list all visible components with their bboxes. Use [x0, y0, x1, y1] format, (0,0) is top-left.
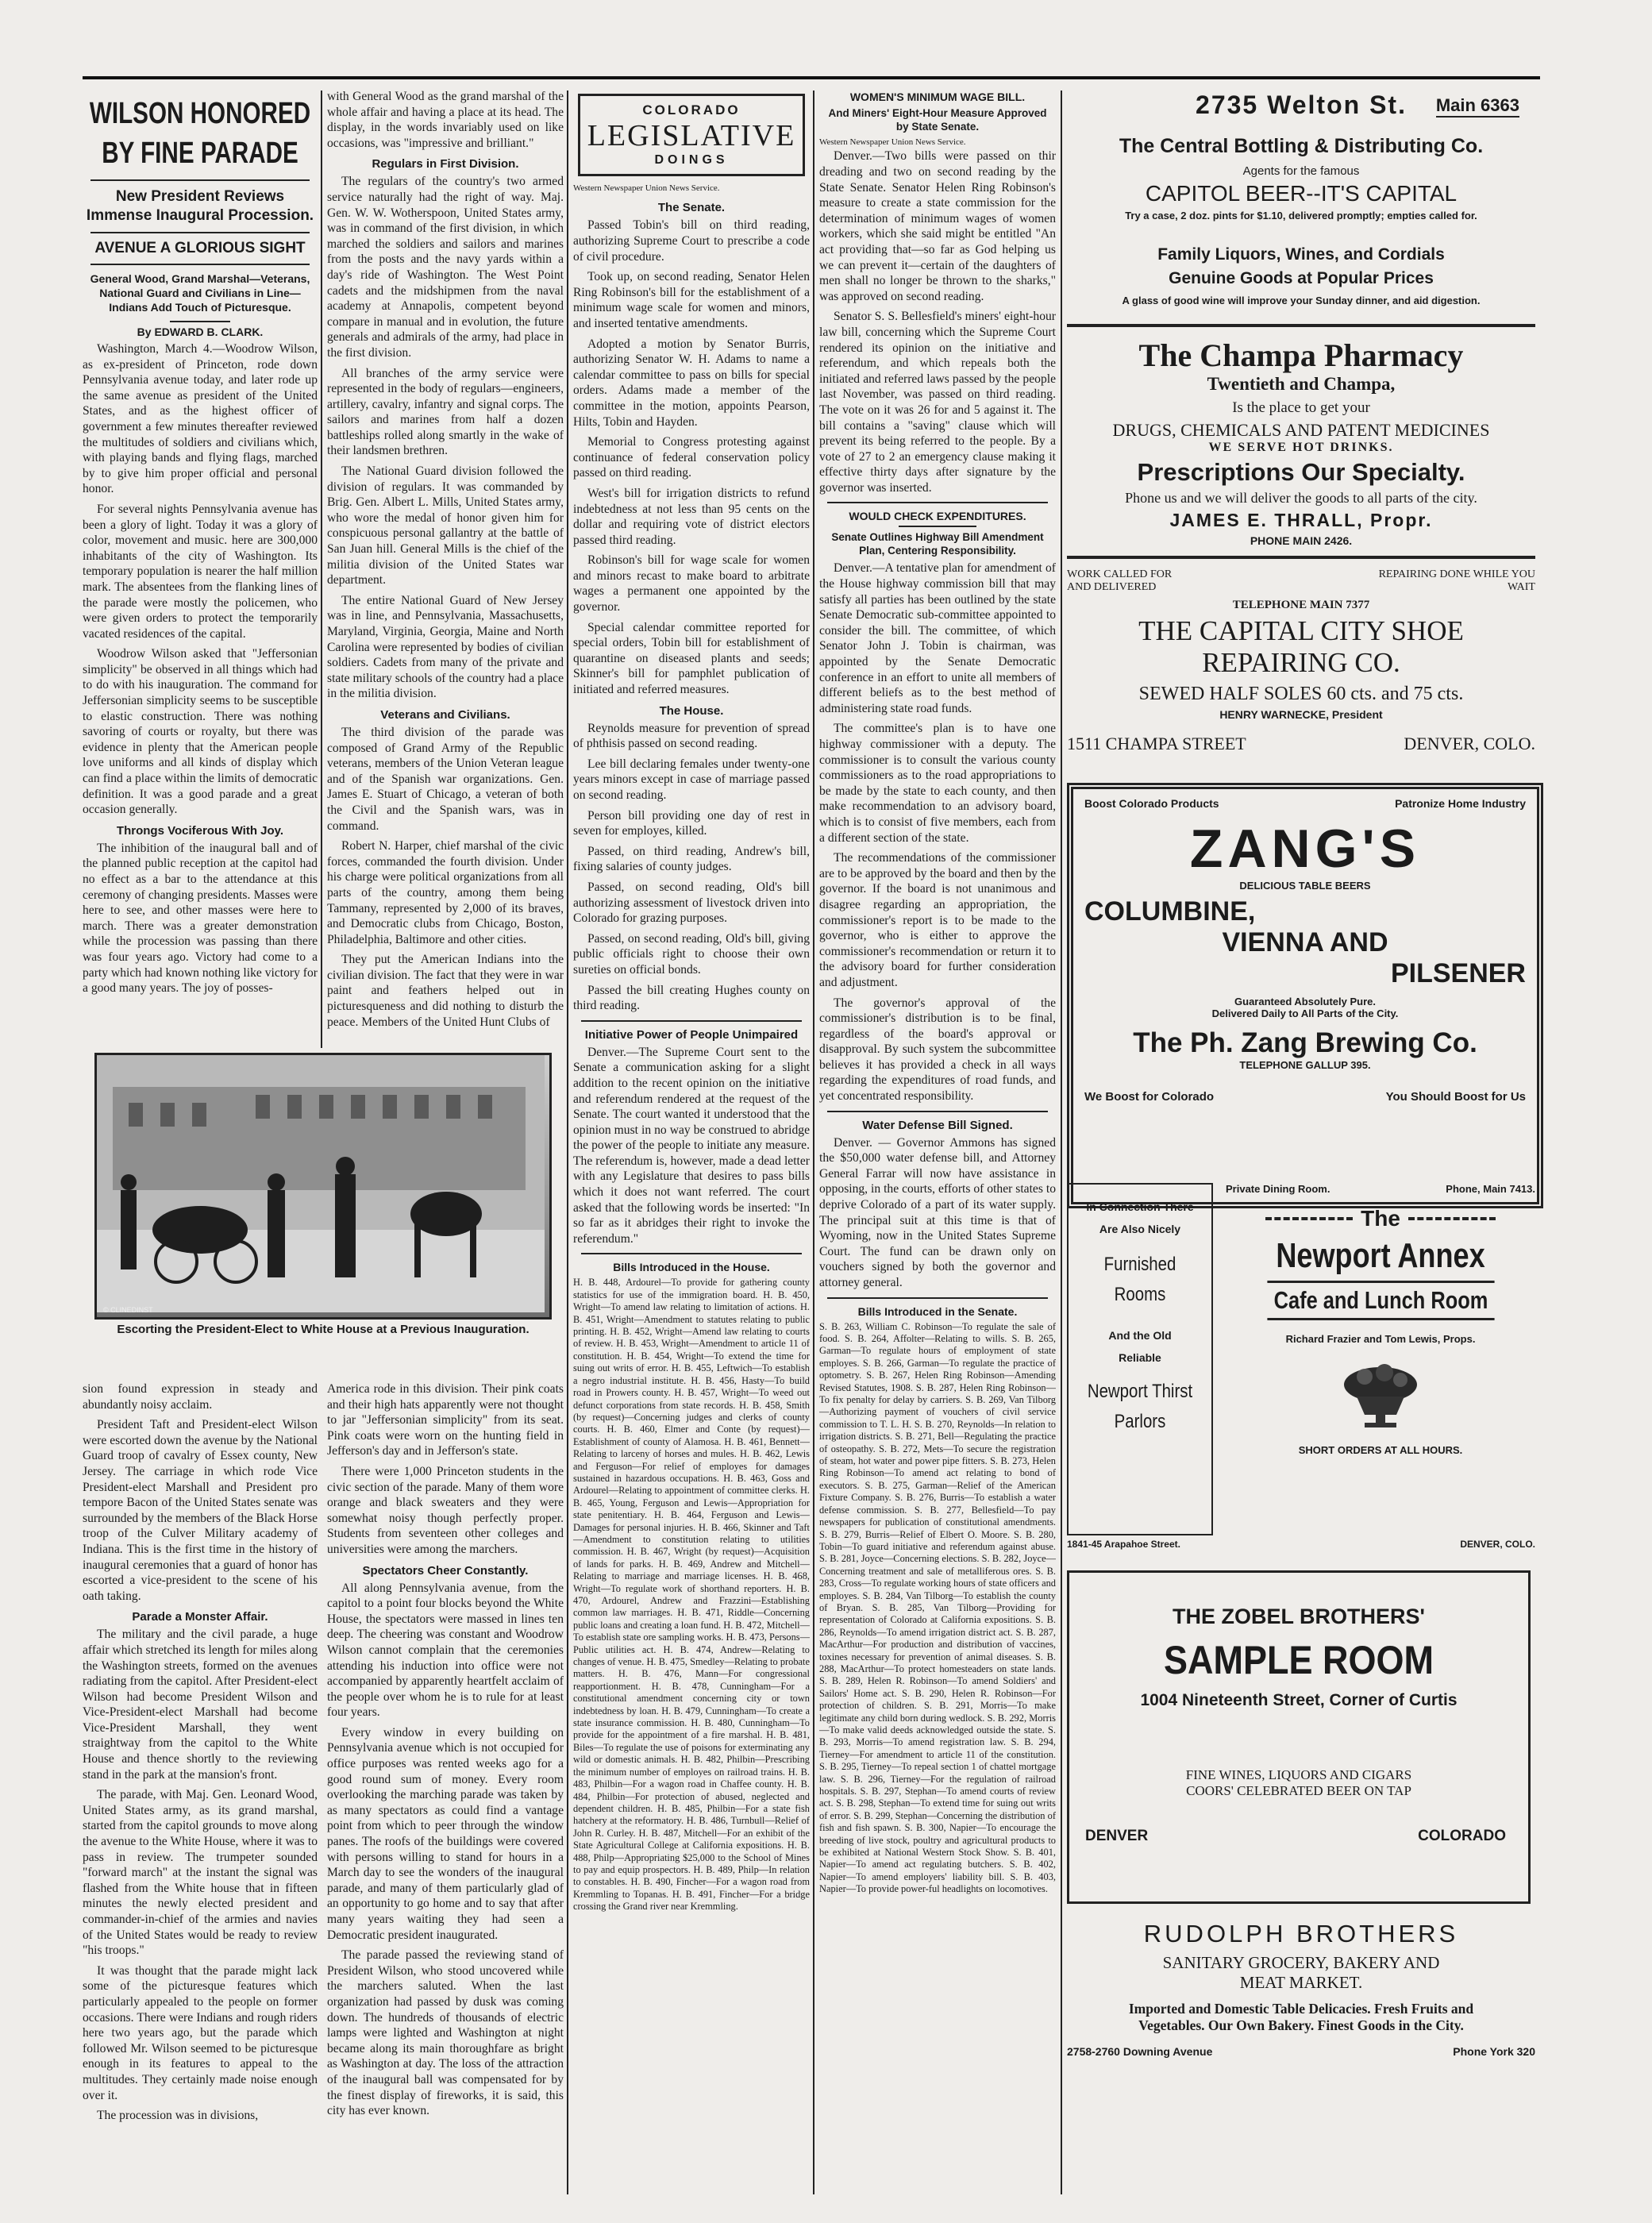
paragraph: The third division of the parade was composed of Grand Army of the Republic veterans, members of the Union Veteran league and of the Spanish war organizations. Gen. James E. Stuart of Chicago, a veteran of both the Civil and the Spanish wars, was in command.	[327, 725, 564, 833]
column-rule	[567, 91, 568, 2194]
ad-title: THE CAPITAL CITY SHOE	[1138, 615, 1464, 646]
paragraph: Lee bill declaring females under twenty-one years minors except in case of marriage passed on second reading.	[573, 757, 810, 802]
ad-boost: Boost Colorado Products	[1084, 797, 1219, 810]
paragraph: Every window in every building on Pennsylvania avenue which is not occupied for office purposes was rented weeks ago for a good round sum of money. Every room overlooking the marching parade was taken by as many spectators as could find a vantage point from which to peer through the window panes. The roofs of the buildings were covered with persons willing to stand for hours in a March day to see the wonders of the inaugural parade, and many of them particularly glad of an opportunity to go home and to say that after many years waiting they had seen a Democratic president inaugurated.	[327, 1725, 564, 1942]
ad-sub: SANITARY GROCERY, BAKERY AND	[1162, 1953, 1440, 1972]
ad-title: The Champa Pharmacy	[1138, 337, 1464, 373]
ad-the: The	[1361, 1206, 1400, 1231]
column-1	[83, 89, 318, 1054]
paragraph: Special calendar committee reported for special orders, Tobin bill for establishment of quarantine on diseased plants and seeds; Skinner's bill for pamphlet publication of initiated and referred measures.	[573, 620, 810, 697]
ad-address: 2758-2760 Downing Avenue	[1067, 2045, 1213, 2058]
ad-president: HENRY WARNECKE, President	[1219, 708, 1383, 721]
ad-private: Private Dining Room.	[1226, 1183, 1330, 1195]
ad-line: THE ZOBEL BROTHERS'	[1173, 1605, 1425, 1628]
column-rule	[1061, 91, 1062, 2194]
newspaper-page	[83, 76, 1540, 2191]
ad-zobel-brothers	[1067, 1570, 1531, 1904]
paragraph: Reynolds measure for prevention of spread of phthisis passed on second reading.	[573, 721, 810, 751]
ad-beer: VIENNA AND	[1222, 927, 1388, 957]
subhead: Parade a Monster Affair.	[132, 1610, 268, 1624]
ad-foot: We Boost for Colorado	[1084, 1090, 1215, 1104]
paragraph: Memorial to Congress protesting against continuance of federal conservation policy passed on third reading.	[573, 435, 810, 480]
ad-props: Richard Frazier and Tom Lewis, Props.	[1285, 1333, 1476, 1345]
ad-location: Twentieth and Champa,	[1207, 374, 1396, 394]
column-rule	[813, 91, 814, 2194]
paragraph: Passed, on third reading, Andrew's bill, fixing salaries of county judges.	[573, 844, 810, 874]
title-bottom: DOINGS	[654, 153, 729, 167]
ad-product: CAPITOL BEER--IT'S CAPITAL	[1145, 181, 1458, 206]
deck: And Miners' Eight-Hour Measure Approved by State Senate.	[828, 107, 1047, 133]
subhead: Water Defense Bill Signed.	[862, 1118, 1013, 1132]
column-2	[327, 89, 564, 1054]
service-line: Western Newspaper Union News Service.	[819, 137, 966, 147]
ad-title: REPAIRING CO.	[1202, 647, 1400, 678]
headline: WILSON HONORED BY FINE PARADE	[89, 97, 311, 170]
bills-list: S. B. 263, William C. Robinson—To regulate the sale of food. S. B. 264, Affolter—Relating to wills. S. B. 265, Garman—To regulate hours of employment of state employes. S. B. 266, Garman—To regulate the practice of optometry. S. B. 267, Helen Ring Robinson—Amending Revised Statutes, 1908. S. B. 287, Helen Ring Robinson—To fix penalty for delay by carriers. S. B. 269, Van Tilborg—Authorizing payment of vouchers of civil service commission to T. L. H. S. B. 270, Reynolds—In relation to irrigation districts. S. B. 271, Bell—Regulating the practice of osteopathy. S. B. 272, Mets—To secure the registration of steam, hot water and power pipe fitters. S. B. 273, Helen Ring Robinson—To amend act relating to bond of executors. S. B. 275, Garman—Relief of the American Fixture Company. S. B. 276, Burris—To establish a water defense commission. S. B. 277, Bellesfield—To pay newspapers for publication of constitutional amendments. S. B. 279, Burris—Relief of Elbert O. Moore. S. B. 280, Tobin—To guard initiative and referendum against abuse. S. B. 281, Joyce—Concerning elections. S. B. 282, Joyce—Concerning treatment and sale of metalliferous ores. S. B. 283, Cross—To regulate working hours of state officers and employes. S. B. 284, Van Tilborg—To establish the county of Bryan. S. B. 285, Van Tilborg—Providing for representation of Colorado at California expositions. S. B. 286, Reynolds—To amend irrigation district act. S. B. 287, MacArthur—For production and distribution of vaccines, toxines necessary for prevention of animal diseases. S. B. 288, MacArthur—To protect homesteaders on state lands. S. B. 289, Helen R. Robinson—To amend Soldiers' and Sailors' Home act. S. B. 290, Helen R. Robinson—For protection of children. S. B. 291, Morris—To make legitimate any child born during wedlock. S. B. 292, Morris—To make valid deeds acknowledged outside the state. S. B. 293, Morris—To amend registration law. S. B. 294, Tierney—For amendment to article 11 of the constitution. S. B. 295, Tierney—To repeal section 1 of chattel mortgage law. S. B. 296, Tierney—For the regulation of railroad hospitals. S. B. 297, Stephan—To amend courts of review act. S. B. 298, Stephan—To extend time for suing out writs of error. S. B. 299, Stephan—Concerning the distribution of fish and fish spawn. S. B. 300, Napier—To encourage the breeding of live stock, poultry and agricultural products to be exhibited at National Western Stock Show. S. B. 401, Napier—To amend act regulating butchers. S. B. 402, Napier—To amend employers' liability bill. S. B. 403, Napier—To provide power-ful headlights on locomotives.	[819, 1320, 1056, 1895]
paragraph: The National Guard division followed the division of regulars. It was commanded by Brig. Gen. Albert L. Mills, United States army, who wore the medal of honor given him for conspicuous personal gallantry at the battle of San Juan hill. General Mills is the chief of the militia division of the United States war department.	[327, 464, 564, 588]
column-3	[573, 89, 810, 2193]
ad-line: Family Liquors, Wines, and Cordials	[1157, 245, 1445, 264]
ad-offer: Try a case, 2 doz. pints for $1.10, delivered promptly; empties called for.	[1125, 210, 1477, 222]
ad-phone-line: Phone us and we will deliver the goods to all parts of the city.	[1125, 490, 1477, 506]
ad-delivered: Delivered Daily to All Parts of the City.	[1211, 1007, 1399, 1019]
paragraph: The inhibition of the inaugural ball and of the planned public reception at the capitol had no effect as a bar to the attendance at this ceremony of changing presidents. Masses were here to see, and other masses were here to march. There was a greater demonstration while the procession was passing than there was four years ago. Victory had come to a party which had known nothing like victory for a good many years. The joy of posses-	[83, 841, 318, 996]
paragraph: The regulars of the country's two armed service naturally had the right of way. Maj. Gen. W. W. Wotherspoon, United States army, was in command of the first division, in which marched the soldiers and sailors and marines from the posts and the navy yards within a day's ride of Washington. The West Point cadets and the midshipmen from the naval academy at Annapolis, competent beyond compare in manual and in evolution, the future generals and admirals of the army, had place in the first division.	[327, 175, 564, 360]
subhead: The House.	[659, 703, 724, 718]
subhead: Bills Introduced in the Senate.	[857, 1304, 1018, 1318]
bills-list: H. B. 448, Ardourel—To provide for gathering county statistics for use of the immigration board. H. B. 450, Wright—To amend law relating to limitation of actions. H. B. 451, Wright—Amendment to statutes relating to public printing. H. B. 452, Wright—Amend law relating to courts of review. H. B. 453, Wright—Amendment to article 11 of constitution. H. B. 454, Wright—To extend the time for suing out writs of error. H. B. 455, Leftwich—To establish a negro industrial institute. H. B. 456, Hasty—To build road in Prowers county. H. B. 457, Wright—To weed out defunct corporations from state records. H. B. 458, Smith (by request)—Concerning judges and clerks of county courts. H. B. 460, Elmer and Conte (by request)—Establishment of county of Alamosa. H. B. 461, Bennett—Relating to larceny of horses and mules. H. B. 462, Lewis and Ferguson—For relief of employes for damages sustained in hazardous occupations. H. B. 463, Goss and Ardourel—Relating to appointment of committee clerks. H. B. 465, Young, Ferguson and Lewis—Appropriation for state penitentiary. H. B. 464, Ferguson and Lewis—Damages for personal injuries. H. B. 466, Skinner and Taft—Amendment to constitution relating to utilities commission. H. B. 467, Wright (by request)—Acquisition of lands for parks. H. B. 469, Andrew and Mitchell—Relating to marriage and marriage licenses. H. B. 468, Wright—To regulate work of shorthand reporters. H. B. 470, Ardourel, Andrew and Frazzini—Establishing common law marriages. H. B. 471, Riddle—Concerning public loans and creating a loan fund. H. B. 472, Mitchell—To establish state ore sampling works. H. B. 473, Persons—Public utilities act. H. B. 474, Andrew—Relating to changes of venue. H. B. 475, Smedley—Relating to probate matters. H. B. 476, Mann—For congressional reapportionment. H. B. 478, Cunningham—For a constitutional amendment concerning city or town indebtedness by loan. H. B. 479, Cunningham—To create a state insurance commission. H. B. 480, Cunningham—To provide for the appointment of a fire marshal. H. B. 481, Biles—To regulate the use of poisons for exterminating any wild or domestic animals. H. B. 482, Philbin—Prescribing the minimum number of employes on railroad trains. H. B. 483, Philbin—For a wagon road in Chaffee county. H. B. 484, Philbin—For protection of abused, neglected and dependent children. H. B. 485, Philbin—For a state fish hatchery at the reformatory. H. B. 486, Turnbull—Relief of John R. Curley. H. B. 487, Mitchell—For an exhibit of the State Agricultural College at California expositions. H. B. 488, Philp—Appropriating $25,000 to the School of Mines to pay and equip prospectors. H. B. 489, Philp—In relation to constables. H. B. 490, Fincher—For a wagon road from Kremmling to Topanas. H. B. 491, Fincher—For a bridge crossing the Grand river near Kremmling.	[573, 1277, 810, 1913]
byline: By EDWARD B. CLARK.	[137, 326, 264, 338]
paragraph: Robinson's bill for wage scale for women and minors recast to make board to arbitrate wages a permanent one appointed by the governor.	[573, 553, 810, 615]
service-line: Western Newspaper Union News Service.	[573, 183, 720, 193]
deck-3: General Wood, Grand Marshal—Veterans, National Guard and Civilians in Line—Indians Add Touch of Picturesque.	[90, 272, 310, 314]
paragraph: Passed the bill creating Hughes county on third reading.	[573, 983, 810, 1013]
paragraph: West's bill for irrigation districts to refund indebtedness at not less than 95 cents on the dollar and requiring vote of district electors passed third reading.	[573, 486, 810, 547]
deck: Senate Outlines Highway Bill Amendment Plan, Centering Responsibility.	[831, 531, 1044, 557]
paragraph: Passed, on second reading, Old's bill authorizing assessment of livestock driven into Colorado for grazing purposes.	[573, 880, 810, 926]
paragraph: Person bill providing one day of rest in seven for employes, killed.	[573, 808, 810, 838]
paragraph: The committee's plan is to have one highway commissioner with a deputy. The commissioner is to consult the various county commissioners as to the road appropriations to be made by the state to each county, and then make recommendation to an advisory board, which is to consist of five members, each from a different section of the state.	[819, 722, 1056, 845]
ad-street: 1511 CHAMPA STREET	[1067, 734, 1246, 753]
deck-2: AVENUE A GLORIOUS SIGHT	[94, 240, 306, 256]
paragraph: The parade, with Maj. Gen. Leonard Wood, United States army, as its grand marshal, started from the capitol grounds to move along the avenue to the White House, where it was to pass in review. The trumpeter sounded "forward march" at the instant the signal was flashed from the White house that in fifteen minutes the newly elected president and commander-in-chief of the armies and navies of the United States would be ready to review "his troops."	[83, 1788, 318, 1958]
paragraph: sion found expression in steady and abundantly noisy acclaim.	[83, 1382, 318, 1412]
ad-phone: PHONE MAIN 2426.	[1250, 534, 1353, 547]
parade-photo	[94, 1053, 552, 1320]
paragraph: President Taft and President-elect Wilson were escorted down the avenue by the National Guard troop of cavalry of Essex county, New Jersey. The carriage in which rode Vice President-elect Marshall and President pro tempore Bacon of the United States senate was surrounded by the members of the Black Horse troop of the Culver Military academy of Indiana. This is the first time in the history of inaugural ceremonies that a guard of honor has escorted a vice-president to the scene of his oath taking.	[83, 1418, 318, 1603]
paragraph: The recommendations of the commissioner are to be approved by the board and then by the governor. If the board is not unanimous and disagree regarding an appropriation, the commissioner's report is to be made to the governor, who is either to approve the commissioner's recommendation or return it to the advisory board for further consideration and adjustment.	[819, 851, 1056, 989]
subhead: Initiative Power of People Unimpaired	[584, 1027, 799, 1042]
paragraph: America rode in this division. Their pink coats and their high hats apparently were not thought to jar "Jeffersonian simplicity" from its seat. Pink coats were worn on the hunting field in Jefferson's day and in Jefferson's state.	[327, 1382, 564, 1458]
ad-brand: ZANG'S	[1189, 819, 1421, 879]
ad-cafe: Cafe and Lunch Room	[1267, 1281, 1494, 1320]
ad-newport-annex	[1067, 1183, 1535, 1556]
subhead: WOMEN'S MINIMUM WAGE BILL.	[849, 91, 1026, 103]
ad-right-note: REPAIRING DONE WHILE YOU WAIT	[1378, 568, 1535, 593]
paragraph: Woodrow Wilson asked that "Jeffersonian simplicity" be observed in all things which had to do with his inauguration. The command for Jeffersonian simplicity seems to be susceptible to elastic construction. There was nothing savoring of courts or royalty, but there was evidence in plenty that the American people love uniforms and all kinds of display which can find a place within the limits of democratic definition. It was a good parade and a great occasion generally.	[83, 647, 318, 817]
paragraph: The governor's approval of the commissioner's distribution is to be final, regardless of the board's approval or disapproval. By such system the subcommittee believes it has provided a check in all ways regarding the expenditures of road funds, and yet concentrated responsibility.	[819, 996, 1056, 1104]
paragraph: Washington, March 4.—Woodrow Wilson, as ex-president of Princeton, rode down Pennsylvania avenue today, and later rode up the same avenue as president of the United States, and as the highest officer of government a few minutes thereafter reviewed the multitudes of soldiers and civilians which, with playing bands and flying flags, marched by to give him proper official and personal honor.	[83, 342, 318, 496]
ad-line: 1004 Nineteenth Street, Corner of Curtis	[1140, 1691, 1458, 1709]
ad-box-text: Newport Thirst Parlors	[1087, 1381, 1193, 1432]
ad-phone: Phone York 320	[1453, 2045, 1535, 2058]
subhead: Bills Introduced in the House.	[613, 1261, 770, 1274]
paragraph: Senator S. S. Bellesfield's miners' eight-hour law bill, concerning which the Supreme Court rendered its opinion on the initiative and referendum, and which repeals both the initiated and referred laws passed by the people last November, was passed on third reading. The vote on it was 26 for and 5 against it. The bill contains a "saving" clause which will prevent its being referred to the people. By a vote of 27 to 2 an emergency clause making it effective thirty days after signature by the governor was inserted.	[819, 310, 1056, 495]
ad-line: DRUGS, CHEMICALS AND PATENT MEDICINES	[1112, 420, 1490, 440]
paragraph: The procession was in divisions,	[97, 2109, 259, 2123]
ad-line: A glass of good wine will improve your Sunday dinner, and aid digestion.	[1122, 295, 1481, 306]
column-2-bottom	[327, 1381, 564, 2191]
ad-tagline: Is the place to get your	[1232, 399, 1370, 416]
ad-orders: SHORT ORDERS AT ALL HOURS.	[1298, 1444, 1463, 1456]
ad-street: 1841-45 Arapahoe Street.	[1067, 1539, 1180, 1550]
paragraph: Denver.—The Supreme Court sent to the Senate a communication asking for a slight addition to the recent opinion on the initiative and referendum rendered at the request of the Senate. The court wanted it understood that the opinion must in no way be construed to abridge the power of the people to initiate any measure. The referendum is, however, made a dead letter with any Legislature that desires to pass bills which it does not want referred. The court asked that the following words be inserted: "In so far as it abridges their right to invoke the referendum."	[573, 1045, 810, 1246]
paragraph: The military and the civil parade, a huge affair which stretched its length for miles along the Washington streets, formed on the avenues radiating from the capitol. After President-elect Wilson had become President Wilson and Vice-President-elect Marshall had become Vice-President Marshall, they went straightway from the capitol to the White House and thence shortly to the reviewing stand in the park at the mansion's front.	[83, 1628, 318, 1782]
ad-box-text: And the Old Reliable	[1108, 1329, 1172, 1364]
subhead: WOULD CHECK EXPENDITURES.	[849, 510, 1026, 523]
paragraph: The entire National Guard of New Jersey was in line, and Pennsylvania, Massachusetts, Maryland, Virginia, Georgia, Maine and North Carolina were represented by bodies of civilian soldiers. Cadets from many of the private and state military schools of the country had a place in the militia division.	[327, 593, 564, 701]
ad-sub: MEAT MARKET.	[1239, 1973, 1363, 1992]
ad-rudolph-brothers	[1067, 1920, 1535, 2063]
ad-foot: You Should Boost for Us	[1385, 1090, 1526, 1104]
column-1-bottom	[83, 1381, 318, 2191]
paragraph: Denver. — Governor Ammons has signed the $50,000 water defense bill, and Attorney General Farrar will now have assistance in opposing, in the courts, efforts of other states to deprive Colorado of a part of its water supply. The principal suit at this time is that of Wyoming, now in the United States Supreme Court. The fund can be drawn only on vouchers signed by both the governor and attorney general.	[819, 1135, 1056, 1289]
paragraph: It was thought that the parade might lack some of the picturesque features which particularly appealed to the people on former occasions. There were Indians and rough riders here two years ago, but the parade which followed Mr. Wilson seemed to be picturesque enough in its features to appeal to the multitudes. They certainly made noise enough over it.	[83, 1963, 318, 2102]
paragraph: Passed Tobin's bill on third reading, authorizing Supreme Court to prescribe a code of civil procedure.	[573, 218, 810, 264]
subhead: Spectators Cheer Constantly.	[362, 1563, 529, 1578]
ad-line: Vegetables. Our Own Bakery. Finest Goods in the City.	[1138, 2017, 1464, 2033]
subhead: Regulars in First Division.	[372, 157, 519, 171]
paragraph: All branches of the army service were represented in the body of regulars—engineers, artillery, cavalry, infantry and signal corps. The sailors and marines from half a dozen battleships rolled along smartly in the wake of their landsmen brethren.	[327, 366, 564, 458]
ad-title: RUDOLPH BROTHERS	[1143, 1920, 1459, 1948]
ad-company: The Ph. Zang Brewing Co.	[1133, 1027, 1477, 1058]
ad-left-note: WORK CALLED FOR AND DELIVERED	[1067, 568, 1173, 593]
paragraph: Took up, on second reading, Senator Helen Ring Robinson's bill for the establishment of a minimum wage scale for women and minors, and inserted tentative amendments.	[573, 270, 810, 330]
ad-specialty: Prescriptions Our Specialty.	[1137, 458, 1465, 486]
ad-phone: Main 6363	[1436, 95, 1519, 118]
ad-central-bottling	[1067, 91, 1535, 329]
ad-city: DENVER, COLO.	[1460, 1539, 1535, 1550]
paragraph: Denver.—A tentative plan for amendment of the House highway commission bill that may satisfy all parties has been outlined by the state Senate Democratic sub-committee appointed to consider the bill. The committee, of which Senator John J. Tobin is chairman, was appointed by the Senate Democratic conference in an effort to unite all members of different beliefs as to the best method of administering state road funds.	[819, 561, 1056, 715]
ad-phone: TELEPHONE MAIN 7377	[1232, 599, 1370, 611]
ad-left: DENVER	[1085, 1828, 1149, 1844]
paragraph: They put the American Indians into the civilian division. The fact that they were in war paint and feathers helped out in picturesqueness and did nothing to disturb the peace. Members of the United Hunt Clubs of	[327, 953, 564, 1029]
ad-box-text: Furnished Rooms	[1103, 1254, 1176, 1305]
ad-address: 2735 Welton St.	[1196, 91, 1407, 119]
paragraph: Adopted a motion by Senator Burris, authorizing Senator W. H. Adams to name a calendar committee to pass on bills for special orders. Adams made a member of the committee in the motion, appoints Pearson, Hilts, Tobin and Hayden.	[573, 337, 810, 429]
photo-credit: © CLINEDINST	[103, 1306, 153, 1314]
ad-line: Imported and Domestic Table Delicacies. Fresh Fruits and	[1128, 2001, 1474, 2017]
ad-soles: SEWED HALF SOLES 60 cts. and 75 cts.	[1138, 684, 1464, 704]
subhead: Veterans and Civilians.	[380, 707, 510, 722]
ad-phone: TELEPHONE GALLUP 395.	[1239, 1059, 1371, 1071]
ad-zang-brewing	[1067, 783, 1543, 1208]
ad-line: Genuine Goods at Popular Prices	[1169, 269, 1434, 287]
title-top: COLORADO	[642, 102, 741, 118]
paragraph: There were 1,000 Princeton students in the civic section of the parade. Many of them wore orange and black sweaters and they were somewhat noisy though perfectly proper. Students from seventeen other colleges and universities were among the marchers.	[327, 1464, 564, 1556]
paragraph: with General Wood as the grand marshal of the whole affair and having a place at its head. The display, in the words invariably used on like occasions, was "impressive and brilliant."	[327, 90, 564, 150]
ad-proprietor: JAMES E. THRALL, Propr.	[1169, 510, 1433, 530]
ad-line: COORS' CELEBRATED BEER ON TAP	[1186, 1783, 1411, 1798]
ad-sidebox	[1067, 1183, 1213, 1535]
title-main: LEGISLATIVE	[587, 119, 796, 152]
ad-beer: PILSENER	[1390, 958, 1526, 988]
ad-phone: Phone, Main 7413.	[1446, 1183, 1535, 1195]
paragraph: For several nights Pennsylvania avenue has been a glory of light. Today it was a glory of color, movement and music. here are 300,000 inhabitants of the city of Washington. Its temporary population is nearer the half million mark. The absentees from the flanking lines of the parade were mostly the policemen, who were given orders to protect the temporarily vacated residences of the capital.	[83, 502, 318, 641]
paragraph: Passed, on second reading, Old's bill, giving public officials right to choose their own sureties on official bonds.	[573, 931, 810, 977]
ad-agents: Agents for the famous	[1242, 164, 1360, 178]
ad-name: Newport Annex	[1276, 1236, 1485, 1275]
paragraph: Robert N. Harper, chief marshal of the civic forces, commanded the fourth division. Under his charge were political organizations from all parts of the country, among them being Tammany, represented by 2,000 of its braves, and Democratic clubs from Chicago, Boston, Philadelphia, Baltimore and other cities.	[327, 839, 564, 946]
photo-caption: Escorting the President-Elect to White House at a Previous Inauguration.	[117, 1323, 529, 1336]
ad-guaranteed: Guaranteed Absolutely Pure.	[1234, 996, 1376, 1007]
ad-box-text: In Connection There Are Also Nicely	[1086, 1200, 1194, 1235]
subhead: The Senate.	[657, 201, 726, 215]
ad-champa-pharmacy	[1067, 337, 1535, 567]
ad-delicious: DELICIOUS TABLE BEERS	[1239, 880, 1371, 892]
paragraph: All along Pennsylvania avenue, from the capitol to a point four blocks beyond the White House, the spectators were massed in lines ten deep. The cheering was constant and Woodrow Wilson cannot complain that the ceremonies attending his induction into office were not accompanied by apparently heartfelt acclaim of the people over whom he is to rule for at least four years.	[327, 1581, 564, 1720]
paragraph: The parade passed the reviewing stand of President Wilson, who stood uncovered while the marchers saluted. When the last organization had passed by dusk was coming down. The hundreds of thousands of electric lamps were lighted and Washington at night became along its main thoroughfare as bright as Washington at day. The loss of the attraction of the inaugural ball was compensated for by the finest display of fireworks, it is said, this city has ever known.	[327, 1948, 564, 2118]
ad-line: FINE WINES, LIQUORS AND CIGARS	[1185, 1767, 1412, 1782]
legislative-title-box	[578, 94, 805, 176]
paragraph: Denver.—Two bills were passed on thir dreading and two on second reading by the State Senate. Senator Helen Ring Robinson's measure to create a state commission for the determination of minimum wages of women workers, which she said might be entitled "An act providing that—so far as God helping us we can prevent it—certain of the daughters of men shall no longer be thrown to the sharks," was approved on second reading.	[819, 149, 1056, 303]
ad-city: DENVER, COLO.	[1404, 734, 1535, 753]
parade-illustration	[97, 1055, 545, 1312]
deck-1: New President Reviews Immense Inaugural Procession.	[86, 188, 314, 224]
ad-beer: COLUMBINE,	[1084, 896, 1256, 927]
ad-right: COLORADO	[1418, 1828, 1506, 1844]
ad-company: The Central Bottling & Distributing Co.	[1119, 135, 1484, 157]
ad-line: SAMPLE ROOM	[1163, 1638, 1434, 1682]
ad-line: WE SERVE HOT DRINKS.	[1208, 441, 1394, 454]
fruit-basket-icon	[1333, 1353, 1428, 1432]
photo-block	[83, 1048, 564, 1366]
subhead: Throngs Vociferous With Joy.	[116, 823, 284, 838]
ad-patronize: Patronize Home Industry	[1395, 797, 1526, 810]
column-4	[819, 89, 1056, 2193]
